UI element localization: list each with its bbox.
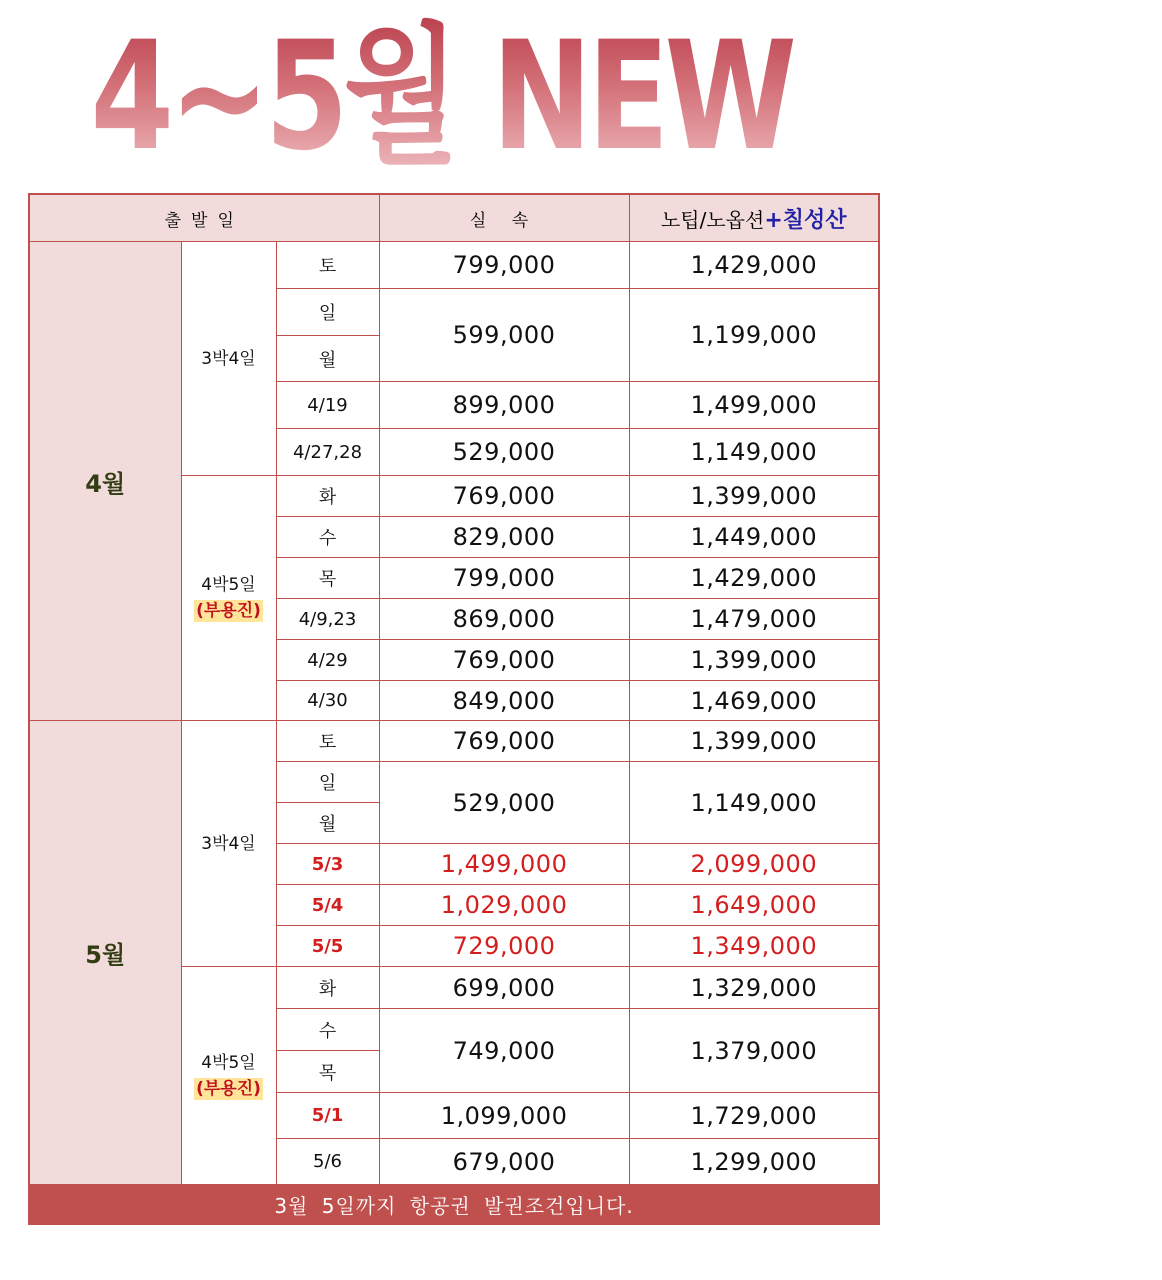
header-silsok: 실 속: [379, 194, 629, 242]
price-silsok: 599,000: [379, 289, 629, 382]
day-cell: 5/1: [276, 1093, 379, 1139]
day-cell: 4/27,28: [276, 429, 379, 476]
price-silsok: 679,000: [379, 1139, 629, 1185]
price-silsok: 849,000: [379, 681, 629, 721]
price-notip: 1,469,000: [629, 681, 879, 721]
header-departure: 출발일: [29, 194, 379, 242]
day-cell: 4/19: [276, 382, 379, 429]
price-silsok: 699,000: [379, 967, 629, 1009]
day-cell: 5/3: [276, 844, 379, 885]
duration-cell: [181, 967, 276, 1185]
duration-sub-label: (부용진): [196, 1078, 261, 1099]
day-cell: 토: [276, 242, 379, 289]
day-cell: 화: [276, 967, 379, 1009]
price-silsok: 1,499,000: [379, 844, 629, 885]
day-cell: 화: [276, 476, 379, 517]
price-silsok: 529,000: [379, 429, 629, 476]
price-notip: 1,449,000: [629, 517, 879, 558]
price-notip: 1,349,000: [629, 926, 879, 967]
price-silsok: 899,000: [379, 382, 629, 429]
price-notip: 1,379,000: [629, 1009, 879, 1093]
day-cell: 월: [276, 803, 379, 844]
price-notip: 1,399,000: [629, 476, 879, 517]
price-silsok: 1,029,000: [379, 885, 629, 926]
footer-note: 3월 5일까지 항공권 발권조건입니다.: [29, 1185, 879, 1225]
price-notip: 1,479,000: [629, 599, 879, 640]
day-cell: 5/6: [276, 1139, 379, 1185]
day-cell: 수: [276, 1009, 379, 1051]
table-row: [29, 242, 879, 289]
day-cell: 5/4: [276, 885, 379, 926]
price-notip: 2,099,000: [629, 844, 879, 885]
price-notip: 1,429,000: [629, 558, 879, 599]
price-notip: 1,149,000: [629, 762, 879, 844]
day-cell: 목: [276, 558, 379, 599]
duration-sub-label: (부용진): [196, 601, 261, 621]
fare-table: [28, 193, 880, 1225]
duration-label: 4박5일: [201, 1052, 256, 1073]
duration-cell: 3박4일: [181, 721, 276, 967]
price-silsok: 799,000: [379, 242, 629, 289]
price-notip: 1,149,000: [629, 429, 879, 476]
duration-cell: [181, 476, 276, 721]
price-silsok: 869,000: [379, 599, 629, 640]
day-cell: 5/5: [276, 926, 379, 967]
duration-cell: 3박4일: [181, 242, 276, 476]
day-cell: 월: [276, 336, 379, 382]
price-notip: 1,499,000: [629, 382, 879, 429]
day-cell: 일: [276, 289, 379, 336]
price-notip: 1,399,000: [629, 640, 879, 681]
day-cell: 4/30: [276, 681, 379, 721]
price-notip: 1,729,000: [629, 1093, 879, 1139]
day-cell: 4/9,23: [276, 599, 379, 640]
price-silsok: 769,000: [379, 640, 629, 681]
price-silsok: 769,000: [379, 721, 629, 762]
price-notip: 1,429,000: [629, 242, 879, 289]
price-silsok: 1,099,000: [379, 1093, 629, 1139]
price-silsok: 769,000: [379, 476, 629, 517]
day-cell: 목: [276, 1051, 379, 1093]
price-silsok: 729,000: [379, 926, 629, 967]
price-notip: 1,649,000: [629, 885, 879, 926]
header-plus-label: +칠성산: [764, 207, 847, 233]
header-notip-label: 노팁/노옵션: [660, 207, 765, 232]
month-april: 4월: [29, 242, 181, 721]
price-notip: 1,199,000: [629, 289, 879, 382]
day-cell: 토: [276, 721, 379, 762]
price-silsok: 799,000: [379, 558, 629, 599]
day-cell: 수: [276, 517, 379, 558]
price-silsok: 829,000: [379, 517, 629, 558]
day-cell: 일: [276, 762, 379, 803]
price-notip: 1,399,000: [629, 721, 879, 762]
page-title: 4~5월 NEW 장가계: [90, 10, 1162, 184]
month-may: 5월: [29, 721, 181, 1185]
price-notip: 1,299,000: [629, 1139, 879, 1185]
price-silsok: 749,000: [379, 1009, 629, 1093]
table-row: [29, 721, 879, 762]
header-notip: [629, 194, 879, 242]
day-cell: 4/29: [276, 640, 379, 681]
footer-row: [29, 1185, 879, 1225]
price-notip: 1,329,000: [629, 967, 879, 1009]
header-row: [29, 194, 879, 242]
duration-label: 4박5일: [201, 575, 256, 595]
price-silsok: 529,000: [379, 762, 629, 844]
